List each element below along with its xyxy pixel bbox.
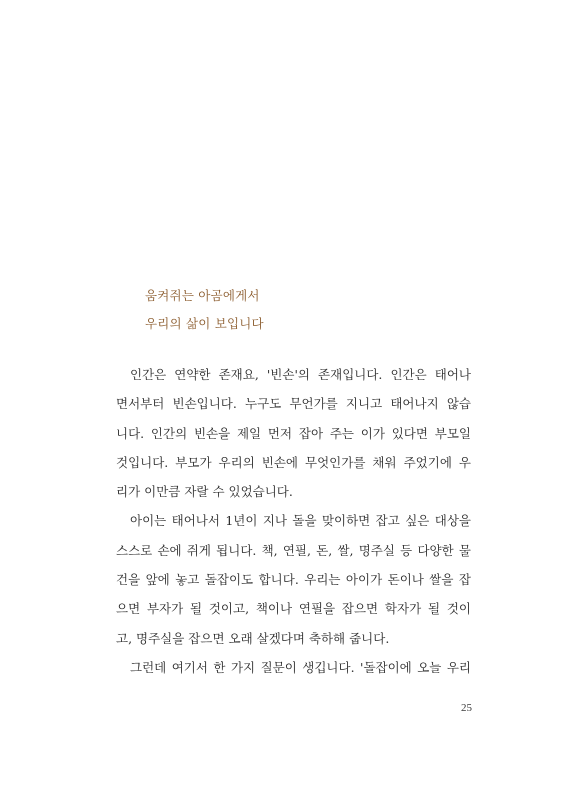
body-line: 것입니다. 부모가 우리의 빈손에 무엇인가를 채워 주었기에 우 <box>116 454 471 470</box>
body-line: 리가 이만큼 자랄 수 있었습니다. <box>116 484 293 500</box>
body-line: 으면 부자가 될 것이고, 책이나 연필을 잡으면 학자가 될 것이 <box>116 601 471 617</box>
body-line: 인간은 연약한 존재요, '빈손'의 존재입니다. 인간은 태어나 <box>130 367 471 382</box>
body-line: 니다. 인간의 빈손을 제일 먼저 잡아 주는 이가 있다면 부모일 <box>116 425 471 441</box>
section-subtitle-line-1: 움켜쥐는 아곰에게서 <box>145 288 260 303</box>
body-text <box>116 365 471 687</box>
body-line: 고, 명주실을 잡으면 오래 살겠다며 축하해 줍니다. <box>116 630 390 646</box>
body-line: 아이는 태어나서 1년이 지나 돌을 맞이하면 잡고 싶은 대상을 <box>130 513 471 529</box>
body-line: 스스로 손에 쥐게 됩니다. 책, 연필, 돈, 쌀, 명주실 등 다양한 물 <box>116 542 471 558</box>
body-line: 그런데 여기서 한 가지 질문이 생깁니다. '돌잡이에 오늘 우리 <box>130 659 471 675</box>
body-line: 면서부터 빈손입니다. 누구도 무언가를 지니고 태어나지 않습 <box>116 396 471 412</box>
body-line: 건을 앞에 놓고 돌잡이도 합니다. 우리는 아이가 돈이나 쌀을 잡 <box>116 572 471 588</box>
page-number: 25 <box>461 702 472 714</box>
section-subtitle-line-2: 우리의 삶이 보입니다 <box>145 316 264 331</box>
